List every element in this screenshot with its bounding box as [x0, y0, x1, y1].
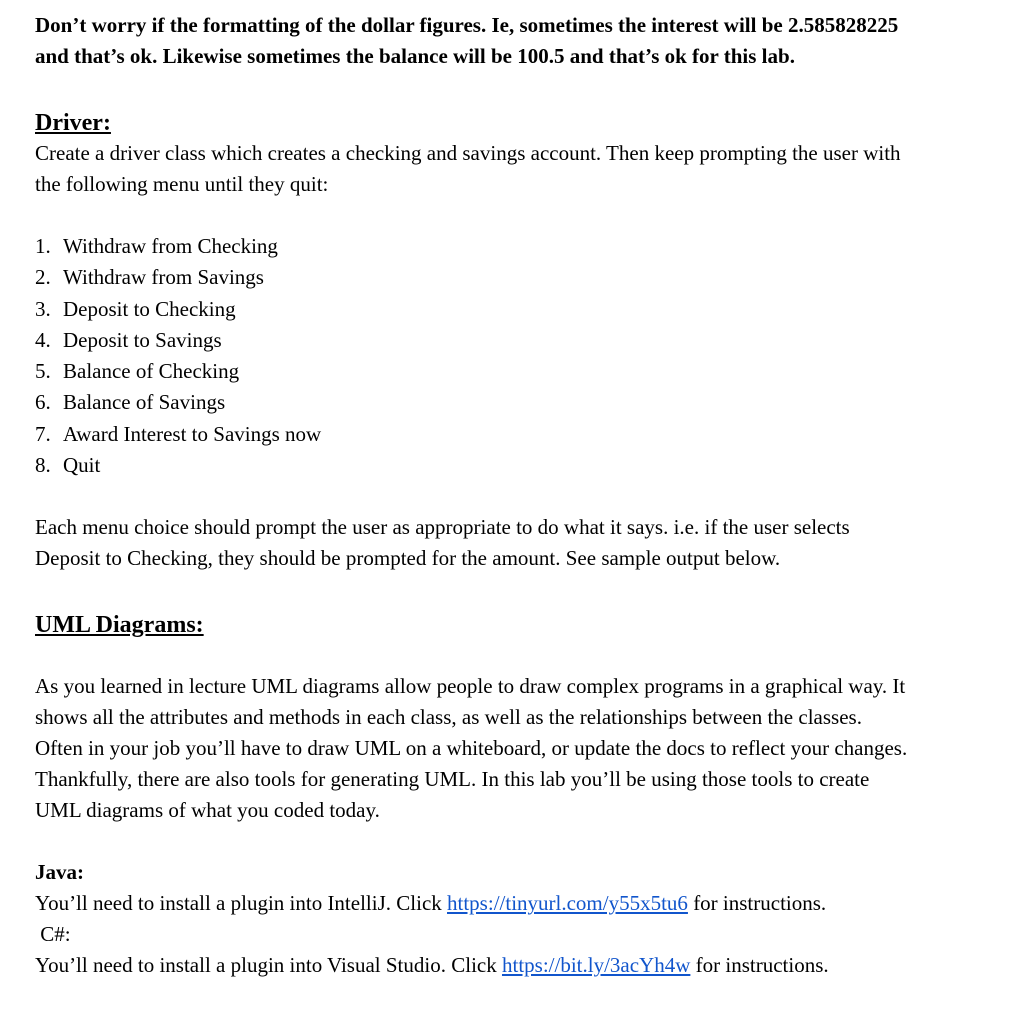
menu-item-number: 3. [35, 296, 51, 321]
driver-after-line-1: Each menu choice should prompt the user as appropriate to do what it says. i.e. if the user selects [35, 515, 850, 540]
menu-item-number: 7. [35, 421, 51, 446]
menu-item-label: Deposit to Savings [63, 327, 222, 352]
menu-item-number: 5. [35, 359, 51, 384]
driver-line-1: Create a driver class which creates a checking and savings account. Then keep prompting the user with [35, 141, 901, 165]
menu-item-label: Withdraw from Savings [63, 265, 264, 290]
java-instructions-post: for instructions. [687, 891, 827, 916]
uml-line-3: Often in your job you’ll have to draw UML on a whiteboard, or update the docs to reflect your changes. [35, 736, 908, 761]
menu-item [35, 450, 995, 481]
java-heading: Java: [35, 860, 84, 885]
menu-item [35, 294, 995, 325]
document-page [35, 10, 995, 981]
driver-after-line-2: Deposit to Checking, they should be prompted for the amount. See sample output below. [35, 546, 781, 571]
menu-item-label: Withdraw from Checking [63, 234, 278, 258]
menu-item-number: 8. [35, 453, 51, 478]
menu-item-label: Award Interest to Savings now [63, 421, 322, 446]
intro-line-2: and that’s ok. Likewise sometimes the balance will be 100.5 and that’s ok for this lab. [35, 44, 795, 68]
java-plugin-link[interactable]: https://tinyurl.com/y55x5tu6 [447, 891, 688, 916]
menu-item [35, 419, 995, 450]
uml-line-5: UML diagrams of what you coded today. [35, 798, 380, 823]
csharp-instructions-post: for instructions. [690, 953, 829, 978]
driver-line-2: the following menu until they quit: [35, 172, 329, 196]
menu-item [35, 231, 995, 262]
csharp-heading: C#: [35, 922, 71, 947]
menu-item-label: Quit [63, 453, 101, 478]
menu-item-label: Deposit to Checking [63, 296, 236, 321]
menu-item-number: 4. [35, 327, 51, 352]
java-instructions-pre: You’ll need to install a plugin into IntelliJ. Click [35, 891, 448, 916]
menu-item-number: 1. [35, 234, 51, 258]
csharp-instructions-pre: You’ll need to install a plugin into Visual Studio. Click [35, 953, 502, 978]
menu-list [35, 231, 995, 481]
menu-item [35, 356, 995, 387]
menu-item-label: Balance of Savings [63, 390, 226, 415]
csharp-plugin-link[interactable]: https://bit.ly/3acYh4w [501, 953, 691, 978]
menu-item-number: 6. [35, 390, 51, 415]
menu-item [35, 387, 995, 418]
menu-item-number: 2. [35, 265, 51, 290]
menu-item [35, 325, 995, 356]
java-instructions [35, 888, 995, 919]
menu-item [35, 262, 995, 293]
uml-line-2: shows all the attributes and methods in each class, as well as the relationships between the classes. [35, 705, 862, 730]
uml-line-1: As you learned in lecture UML diagrams allow people to draw complex programs in a graphical way. It [35, 674, 906, 699]
csharp-instructions [35, 950, 995, 981]
intro-line-1: Don’t worry if the formatting of the dollar figures. Ie, sometimes the interest will be 2.585828225 [35, 13, 899, 37]
uml-heading: UML Diagrams: [35, 612, 204, 639]
menu-item-label: Balance of Checking [63, 359, 240, 384]
driver-heading: Driver: [35, 110, 111, 136]
uml-line-4: Thankfully, there are also tools for generating UML. In this lab you’ll be using those tools to create [35, 767, 870, 792]
